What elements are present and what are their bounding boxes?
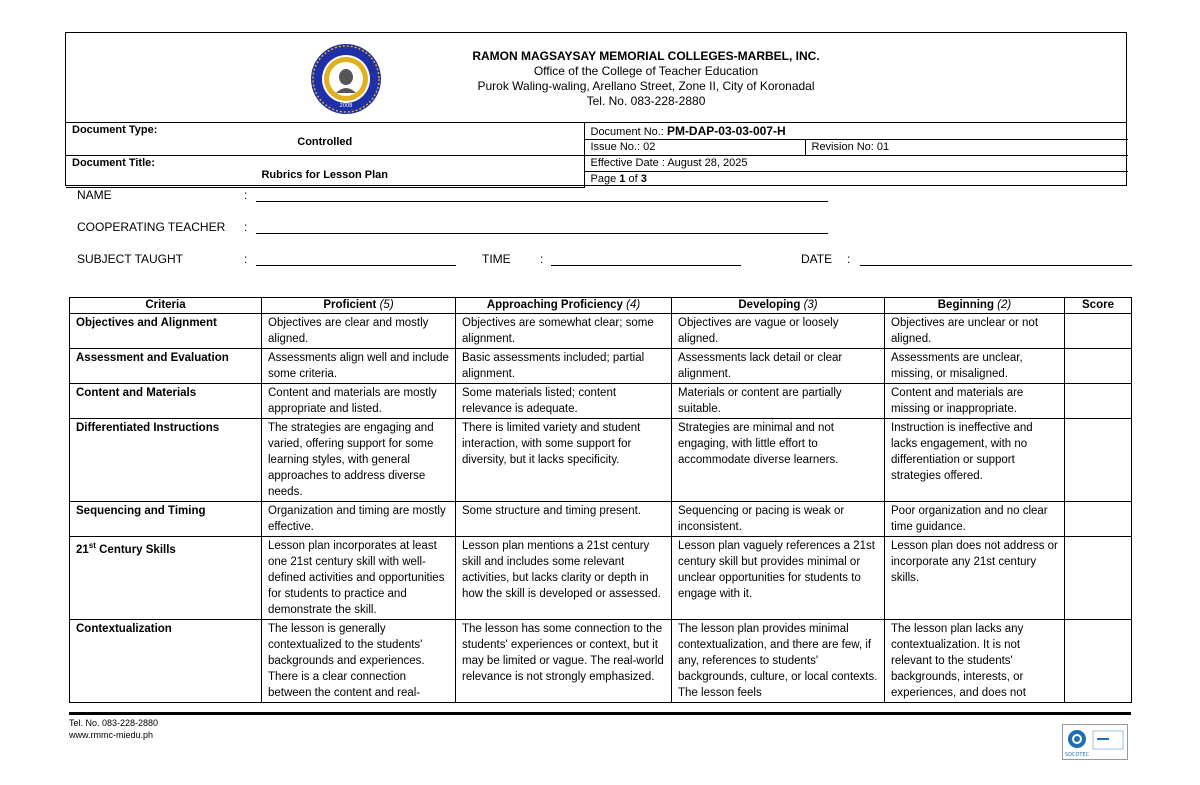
date-input-line[interactable] xyxy=(860,265,1132,266)
beginning-cell: Content and materials are missing or inappropriate. xyxy=(885,384,1065,419)
approaching-cell: There is limited variety and student interaction, with some support for diversity, but it lacks specificity. xyxy=(456,419,672,502)
time-label: TIME xyxy=(482,252,511,266)
document-header xyxy=(65,32,1127,186)
beginning-cell: Instruction is ineffective and lacks engagement, with no differentiation or support strategies offered. xyxy=(885,419,1065,502)
beginning-cell: Poor organization and no clear time guidance. xyxy=(885,502,1065,537)
rubric-header-row xyxy=(70,298,1132,314)
score-cell[interactable] xyxy=(1065,502,1132,537)
rubric-table xyxy=(69,297,1132,703)
beginning-points: (2) xyxy=(997,299,1012,311)
approaching-header xyxy=(456,298,672,314)
doc-type-cell xyxy=(66,123,584,156)
revision-value: 01 xyxy=(876,141,890,153)
rubric-row-differentiated xyxy=(70,419,1132,502)
name-colon: : xyxy=(244,188,248,202)
school-seal-logo xyxy=(310,43,382,115)
beginning-cell: Objectives are unclear or not aligned. xyxy=(885,314,1065,349)
criteria-cell: Content and Materials xyxy=(70,384,262,419)
issue-value: 02 xyxy=(643,141,656,153)
doc-type-value: Controlled xyxy=(297,136,353,148)
score-cell[interactable] xyxy=(1065,314,1132,349)
proficient-cell: Objectives are clear and mostly aligned. xyxy=(262,314,456,349)
criteria-cell: Objectives and Alignment xyxy=(70,314,262,349)
proficient-cell: Content and materials are mostly appropriate and listed. xyxy=(262,384,456,419)
document-control-table xyxy=(66,123,1128,188)
developing-cell: Assessments lack detail or clear alignment. xyxy=(672,349,885,384)
proficient-cell: The strategies are engaging and varied, offering support for some learning styles, with general approaches to address diverse needs. xyxy=(262,419,456,502)
developing-cell: The lesson plan provides minimal contextualization, and there are few, if any, references to students' backgrounds, culture, or local contexts. The lesson feels xyxy=(672,620,885,703)
criteria-cell: Contextualization xyxy=(70,620,262,703)
score-cell[interactable] xyxy=(1065,349,1132,384)
score-header: Score xyxy=(1065,298,1132,314)
proficient-header-label: Proficient xyxy=(323,299,377,311)
approaching-cell: Objectives are somewhat clear; some alignment. xyxy=(456,314,672,349)
certification-badge xyxy=(1062,724,1128,760)
school-address: Purok Waling-waling, Arellano Street, Zone II, City of Koronadal xyxy=(477,79,815,93)
beginning-header xyxy=(885,298,1065,314)
developing-header-label: Developing xyxy=(738,299,801,311)
rubric-row-content xyxy=(70,384,1132,419)
page-number: 1 xyxy=(619,173,626,185)
beginning-cell: Lesson plan does not address or incorporate any 21st century skills. xyxy=(885,537,1065,620)
approaching-header-label: Approaching Proficiency xyxy=(486,299,623,311)
revision-label: Revision No: xyxy=(811,141,874,153)
institution-info xyxy=(396,49,896,109)
doc-title-value: Rubrics for Lesson Plan xyxy=(261,169,389,181)
developing-header xyxy=(672,298,885,314)
developing-cell: Objectives are vague or loosely aligned. xyxy=(672,314,885,349)
approaching-cell: Basic assessments included; partial alignment. xyxy=(456,349,672,384)
proficient-points: (5) xyxy=(379,299,394,311)
criteria-num: 21 xyxy=(76,543,89,556)
logo-year: 2008 xyxy=(339,103,353,109)
date-label: DATE xyxy=(801,252,833,266)
proficient-cell: The lesson is generally contextualized to the students' backgrounds and experiences. There is a clear connection between the content and real- xyxy=(262,620,456,703)
revision-cell xyxy=(805,140,1128,156)
rubric-row-contextualization xyxy=(70,620,1132,703)
proficient-header xyxy=(262,298,456,314)
footer-contact xyxy=(69,717,158,741)
score-cell[interactable] xyxy=(1065,620,1132,703)
doc-type-label: Document Type: xyxy=(72,124,158,136)
page-total: 3 xyxy=(640,173,647,185)
rubric-row-21st-century xyxy=(70,537,1132,620)
approaching-points: (4) xyxy=(626,299,641,311)
time-input-line[interactable] xyxy=(551,265,741,266)
criteria-cell: Differentiated Instructions xyxy=(70,419,262,502)
score-cell[interactable] xyxy=(1065,537,1132,620)
subject-input-line[interactable] xyxy=(256,265,456,266)
footer-website: www.rmmc-miedu.ph xyxy=(69,730,154,740)
date-colon: : xyxy=(847,252,851,266)
criteria-cell: Assessment and Evaluation xyxy=(70,349,262,384)
page-cell xyxy=(584,172,1128,188)
score-cell[interactable] xyxy=(1065,384,1132,419)
score-cell[interactable] xyxy=(1065,419,1132,502)
issue-cell xyxy=(584,140,805,156)
developing-cell: Sequencing or pacing is weak or inconsistent. xyxy=(672,502,885,537)
name-input-line[interactable] xyxy=(256,201,828,202)
developing-cell: Materials or content are partially suitable. xyxy=(672,384,885,419)
approaching-cell: Lesson plan mentions a 21st century skill and includes some relevant activities, but lacks clarity or depth in how the skill is developed or assessed. xyxy=(456,537,672,620)
office-name: Office of the College of Teacher Education xyxy=(533,64,759,78)
doc-no-value: PM-DAP-03-03-007-H xyxy=(666,124,786,138)
issue-label: Issue No.: xyxy=(590,141,641,153)
developing-cell: Strategies are minimal and not engaging, with little effort to accommodate diverse learners. xyxy=(672,419,885,502)
criteria-header: Criteria xyxy=(70,298,262,314)
badge-text: SOCOTEC xyxy=(1064,752,1090,758)
subject-taught-label: SUBJECT TAUGHT xyxy=(77,252,184,266)
criteria-sup: st xyxy=(88,541,96,550)
cooperating-teacher-input-line[interactable] xyxy=(256,233,828,234)
institution-banner xyxy=(66,33,1126,123)
doc-no-cell xyxy=(584,123,1128,140)
beginning-cell: The lesson plan lacks any contextualization. It is not relevant to the students' backgrounds, interests, or experiences, and does not xyxy=(885,620,1065,703)
beginning-header-label: Beginning xyxy=(937,299,994,311)
effective-date-cell: Effective Date : August 28, 2025 xyxy=(584,156,1128,172)
rubric-row-sequencing xyxy=(70,502,1132,537)
page-of: of xyxy=(628,173,638,185)
developing-cell: Lesson plan vaguely references a 21st century skill but provides minimal or unclear opportunities for students to engage with it. xyxy=(672,537,885,620)
cooperating-teacher-label: COOPERATING TEACHER xyxy=(77,220,226,234)
proficient-cell: Assessments align well and include some criteria. xyxy=(262,349,456,384)
rubric-row-objectives xyxy=(70,314,1132,349)
developing-points: (3) xyxy=(803,299,818,311)
proficient-cell: Organization and timing are mostly effective. xyxy=(262,502,456,537)
approaching-cell: The lesson has some connection to the students' experiences or context, but it may be limited or vague. The real-world relevance is not strongly emphasized. xyxy=(456,620,672,703)
subject-time-date-row xyxy=(77,252,1137,268)
beginning-cell: Assessments are unclear, missing, or misaligned. xyxy=(885,349,1065,384)
doc-title-cell xyxy=(66,156,584,188)
name-label: NAME xyxy=(77,188,112,202)
school-tel: Tel. No. 083-228-2880 xyxy=(586,94,706,108)
criteria-cell: Sequencing and Timing xyxy=(70,502,262,537)
criteria-cell xyxy=(70,537,262,620)
cooperating-teacher-colon: : xyxy=(244,220,248,234)
proficient-cell: Lesson plan incorporates at least one 21st century skill with well-defined activities and opportunities for students to practice and demonstrate the skill. xyxy=(262,537,456,620)
time-colon: : xyxy=(540,252,544,266)
footer-tel: Tel. No. 083-228-2880 xyxy=(69,718,159,728)
doc-no-label: Document No.: xyxy=(590,126,664,138)
page-prefix: Page xyxy=(590,173,617,185)
subject-colon: : xyxy=(244,252,248,266)
certification-logo-icon xyxy=(1063,725,1127,759)
doc-title-label: Document Title: xyxy=(72,157,155,169)
criteria-rest: Century Skills xyxy=(95,543,176,556)
approaching-cell: Some structure and timing present. xyxy=(456,502,672,537)
name-row xyxy=(77,188,1137,204)
footer-divider xyxy=(69,712,1131,715)
cooperating-teacher-row xyxy=(77,220,1137,236)
school-name: RAMON MAGSAYSAY MEMORIAL COLLEGES-MARBEL, INC. xyxy=(472,49,820,63)
approaching-cell: Some materials listed; content relevance is adequate. xyxy=(456,384,672,419)
rubric-row-assessment xyxy=(70,349,1132,384)
